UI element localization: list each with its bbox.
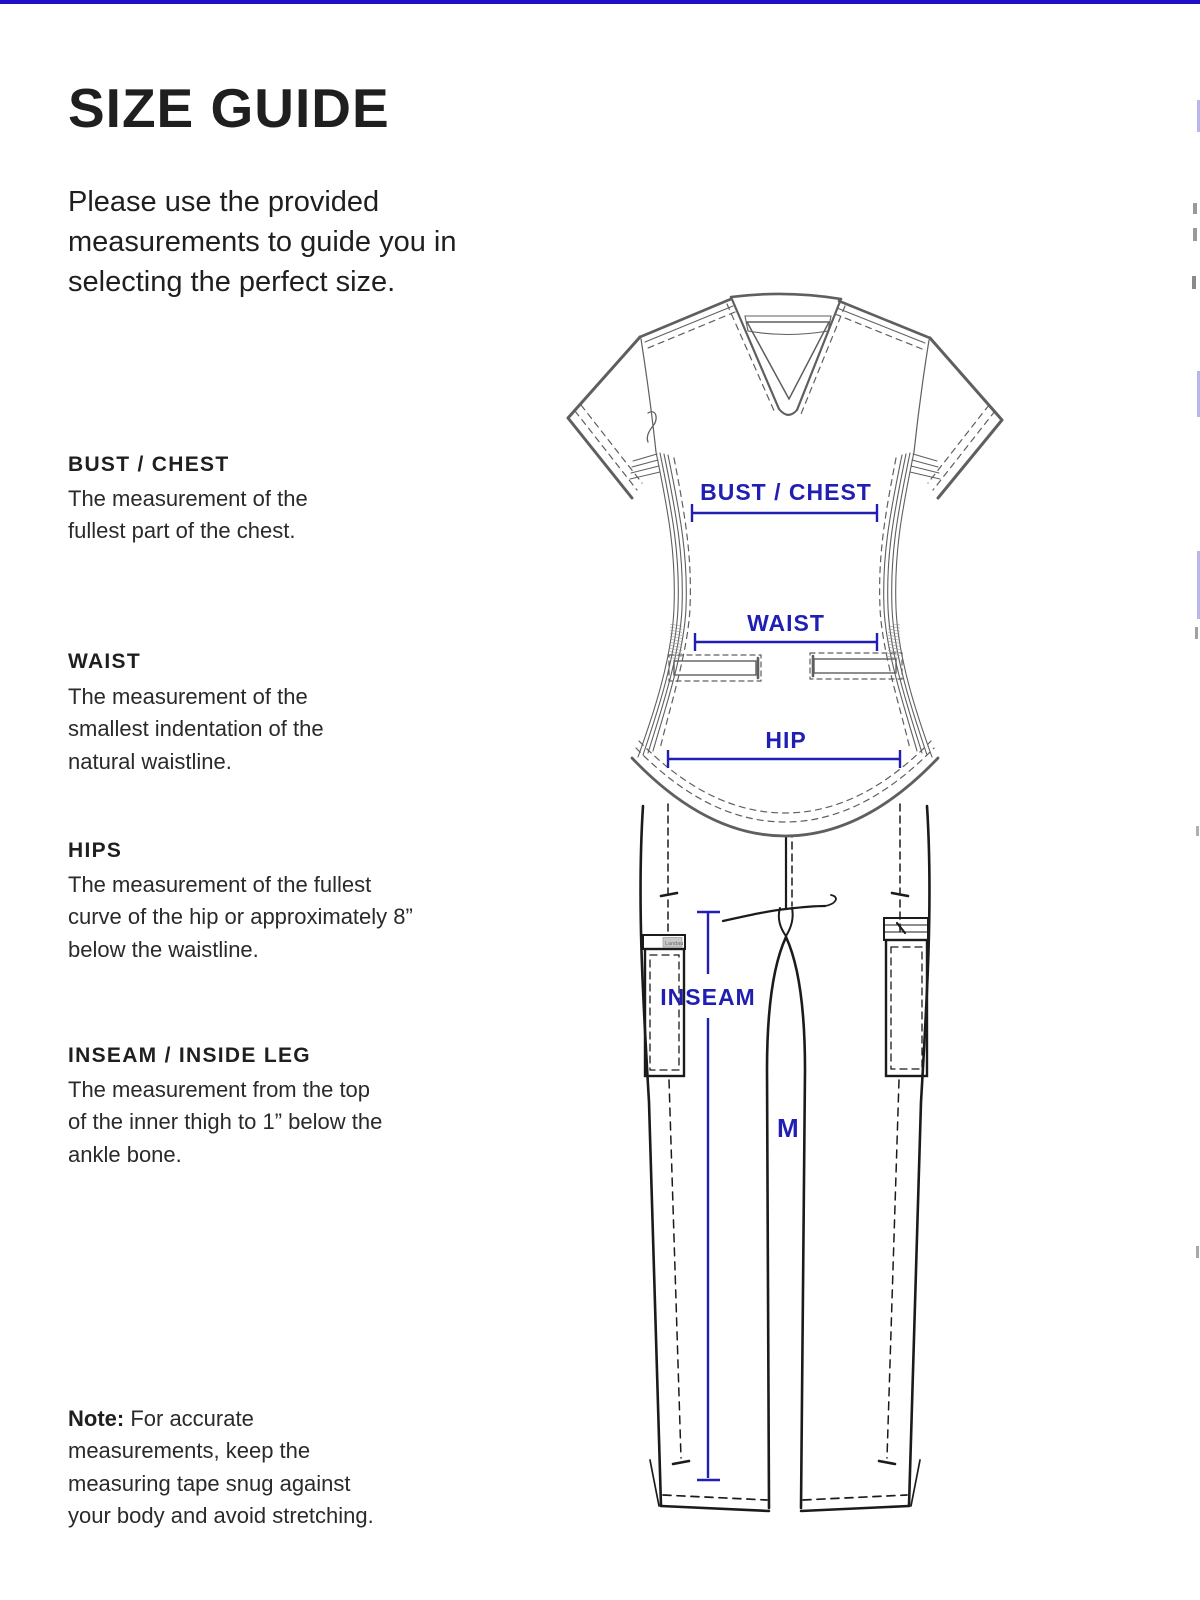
cargo-pocket-right (884, 918, 928, 1076)
section-heading-inseam: INSEAM / INSIDE LEG (68, 1044, 311, 1067)
brand-tag: Landau (665, 941, 684, 947)
waist-measure-label: WAIST (747, 610, 825, 636)
edge-artifact (1196, 826, 1199, 836)
page-title: SIZE GUIDE (68, 77, 390, 139)
inseam-measure-label: INSEAM (660, 984, 756, 1010)
inseam-measure-line (660, 912, 755, 1480)
note-label: Note: (68, 1406, 125, 1431)
page-top-accent-bar (0, 0, 1200, 4)
intro-text: Please use the provided measurements to guide you in selecting the perfect size. (68, 186, 457, 299)
edge-artifact (1193, 228, 1197, 241)
hip-measure-label: HIP (765, 727, 807, 753)
section-body-hips: The measurement of the fullest curve of the hip or approximately 8” below the waistline. (68, 872, 413, 962)
note-body: For accurate measurements, keep the measuring tape snug against your body and avoid stretching. (68, 1406, 374, 1528)
note-text (68, 1403, 390, 1532)
section-body-bust: The measurement of the fullest part of the chest. (68, 486, 308, 544)
size-letter-label: M (777, 1113, 799, 1143)
scrub-pants-drawing (641, 804, 930, 1511)
section-heading-bust: BUST / CHEST (68, 453, 230, 476)
edge-artifact (1193, 203, 1197, 214)
drawstring (723, 906, 825, 921)
section-heading-hips: HIPS (68, 839, 123, 862)
section-body-waist: The measurement of the smallest indentation of the natural waistline. (68, 684, 324, 774)
bust-measure-label: BUST / CHEST (700, 479, 872, 505)
edge-artifact (1196, 1246, 1199, 1258)
size-diagram (520, 278, 1020, 1528)
edge-artifact (1195, 627, 1198, 639)
edge-artifact (1192, 276, 1196, 289)
scrub-top-drawing (568, 294, 1002, 836)
section-heading-waist: WAIST (68, 650, 141, 673)
section-body-inseam: The measurement from the top of the inner thigh to 1” below the ankle bone. (68, 1077, 383, 1167)
